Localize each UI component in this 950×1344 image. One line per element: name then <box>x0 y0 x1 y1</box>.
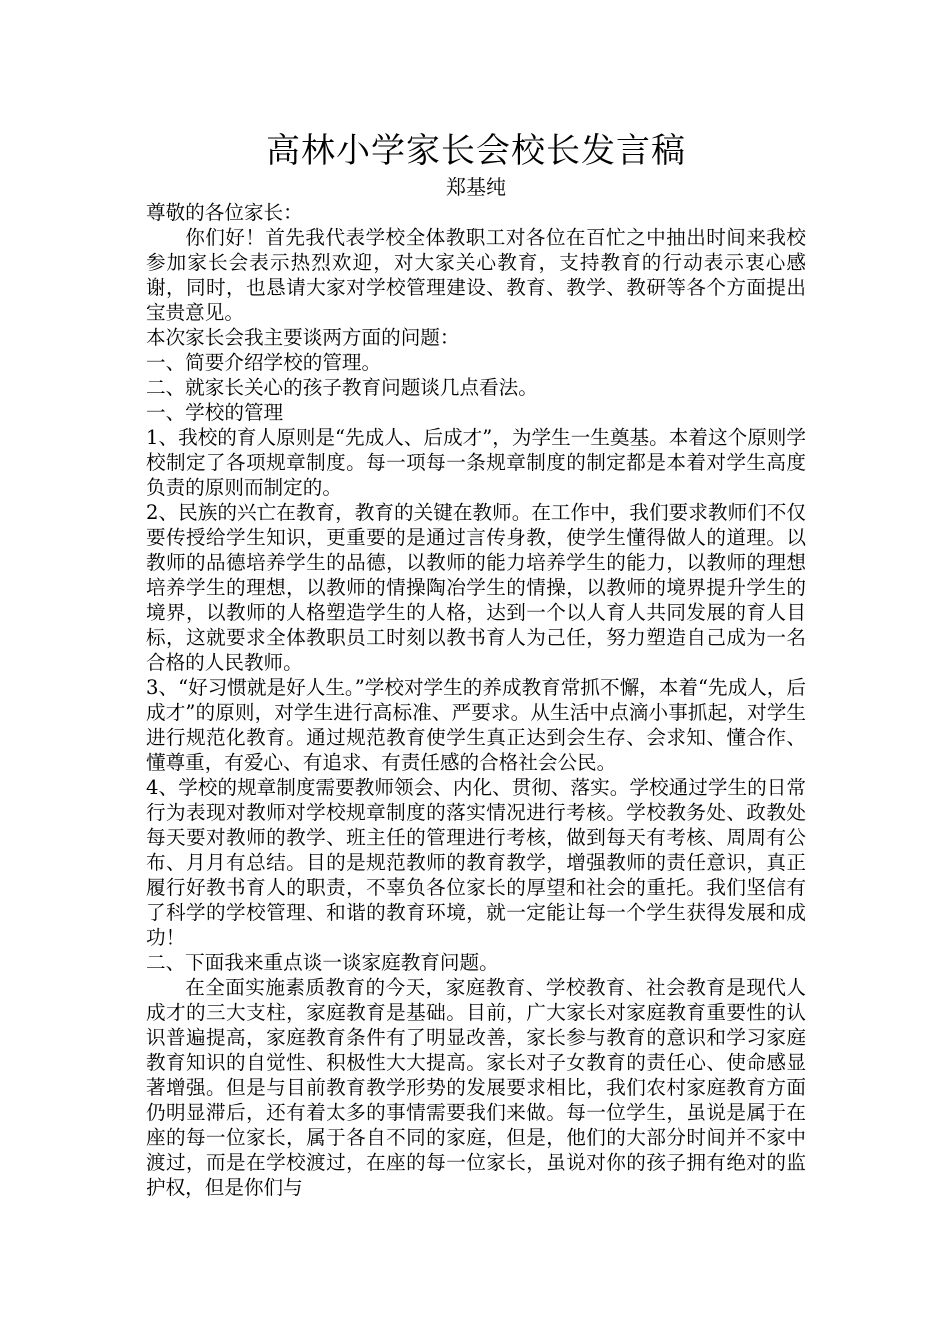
body-paragraph: 尊敬的各位家长： <box>146 201 303 224</box>
document-body <box>146 200 806 1200</box>
body-paragraph: 1、我校的育人原则是“先成人、后成才”，为学生一生奠基。本着这个原则学校制定了各项规章制度。每一项每一条规章制度的制定都是本着对学生高度负责的原则而制定的。 <box>146 426 806 499</box>
body-paragraph: 一、学校的管理 <box>146 401 284 424</box>
body-paragraph: 一、简要介绍学校的管理。 <box>146 351 382 374</box>
body-paragraph: 二、就家长关心的孩子教育问题谈几点看法。 <box>146 376 538 399</box>
body-paragraph: 你们好！首先我代表学校全体教职工对各位在百忙之中抽出时间来我校参加家长会表示热烈欢迎，对大家关心教育，支持教育的行动表示衷心感谢，同时，也恳请大家对学校管理建设、教育、教学、教研等各个方面提出宝贵意见。 <box>146 226 806 324</box>
body-paragraph: 3、“好习惯就是好人生。”学校对学生的养成教育常抓不懈，本着“先成人，后成才”的原则，对学生进行高标准、严要求。从生活中点滴小事抓起，对学生进行规范化教育。通过规范教育使学生真正达到会生存、会求知、懂合作、懂尊重，有爱心、有追求、有责任感的合格社会公民。 <box>146 676 806 774</box>
body-paragraph: 二、下面我来重点谈一谈家庭教育问题。 <box>146 951 499 974</box>
body-paragraph: 2、民族的兴亡在教育，教育的关键在教师。在工作中，我们要求教师们不仅要传授给学生知识，更重要的是通过言传身教，使学生懂得做人的道理。以教师的品德培养学生的品德，以教师的能力培养学生的能力，以教师的理想培养学生的理想，以教师的情操陶冶学生的情操，以教师的境界提升学生的境界，以教师的人格塑造学生的人格，达到一个以人育人共同发展的育人目标，这就要求全体教职员工时刻以教书育人为己任，努力塑造自己成为一名合格的人民教师。 <box>146 501 806 674</box>
document-page <box>146 128 806 1200</box>
document-author: 郑基纯 <box>446 175 506 199</box>
body-paragraph: 本次家长会我主要谈两方面的问题： <box>146 326 460 349</box>
body-paragraph: 在全面实施素质教育的今天，家庭教育、学校教育、社会教育是现代人成才的三大支柱，家庭教育是基础。目前，广大家长对家庭教育重要性的认识普遍提高，家庭教育条件有了明显改善，家长参与教育的意识和学习家庭教育知识的自觉性、积极性大大提高。家长对子女教育的责任心、使命感显著增强。但是与目前教育教学形势的发展要求相比，我们农村家庭教育方面仍明显滞后，还有着太多的事情需要我们来做。每一位学生，虽说是属于在座的每一位家长，属于各自不同的家庭，但是，他们的大部分时间并不家中渡过，而是在学校渡过，在座的每一位家长，虽说对你的孩子拥有绝对的监护权，但是你们与 <box>146 976 806 1199</box>
document-title: 高林小学家长会校长发言稿 <box>266 131 686 171</box>
body-paragraph: 4、学校的规章制度需要教师领会、内化、贯彻、落实。学校通过学生的日常行为表现对教师对学校规章制度的落实情况进行考核。学校教务处、政教处每天要对教师的教学、班主任的管理进行考核，做到每天有考核、周周有公布、月月有总结。目的是规范教师的教育教学，增强教师的责任意识，真正履行好教书育人的职责，不辜负各位家长的厚望和社会的重托。我们坚信有了科学的学校管理、和谐的教育环境，就一定能让每一个学生获得发展和成功！ <box>146 776 806 949</box>
